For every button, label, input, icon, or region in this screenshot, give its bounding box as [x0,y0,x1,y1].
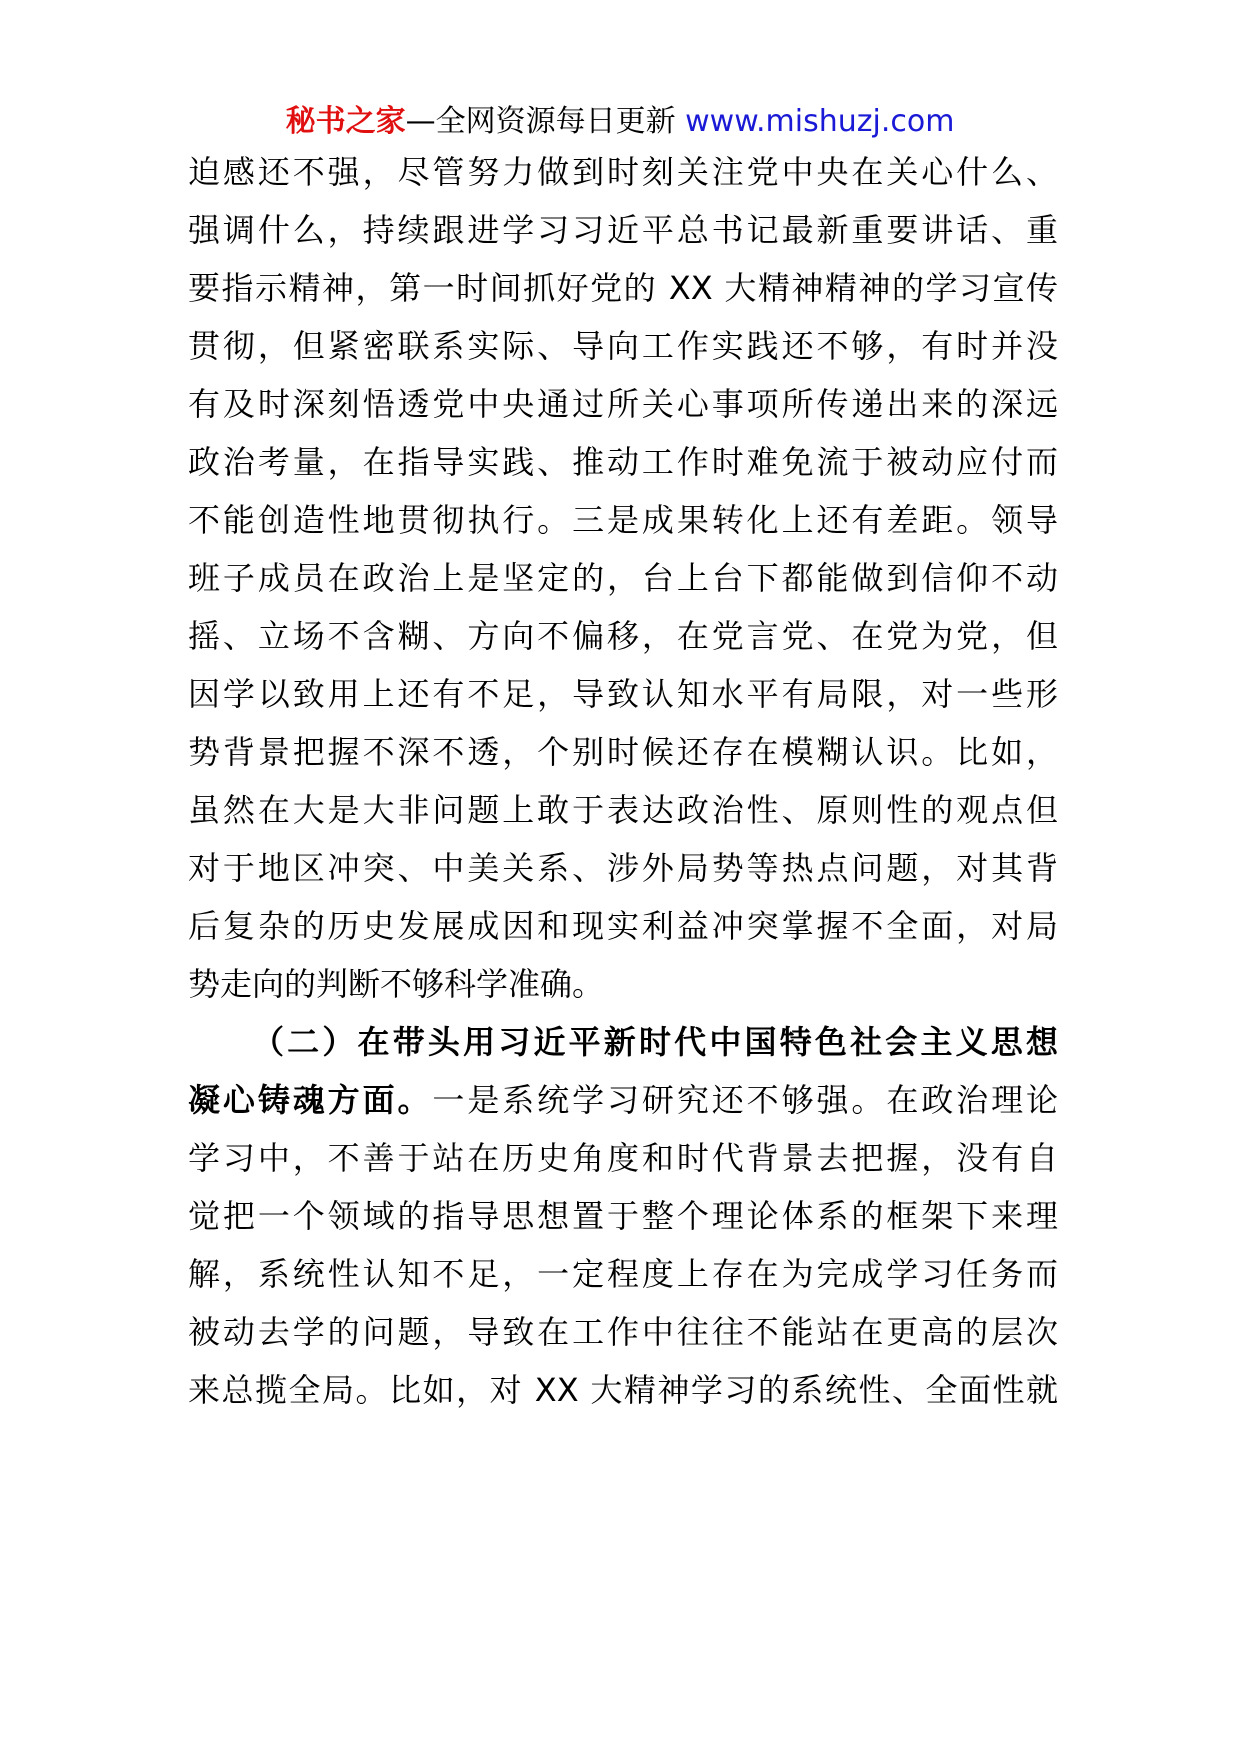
section-heading-continued [188,1078,1058,1122]
body-line: 要指示精神，第一时间抓好党的 XX 大精神精神的学习宣传 [188,269,1058,307]
site-tagline: —全网资源每日更新 [405,104,686,139]
body-line: 后复杂的历史发展成因和现实利益冲突掌握不全面，对局 [188,907,1058,945]
site-brand: 秘书之家 [285,104,406,139]
body-line: 虽然在大是大非问题上敢于表达政治性、原则性的观点但 [188,791,1058,829]
body-line: 解，系统性认知不足，一定程度上存在为完成学习任务而 [188,1255,1058,1293]
body-line: 因学以致用上还有不足，导致认知水平有局限，对一些形 [188,675,1058,713]
body-line: 强调什么，持续跟进学习习近平总书记最新重要讲话、重 [188,211,1058,249]
body-line: 班子成员在政治上是坚定的，台上台下都能做到信仰不动 [188,559,1058,597]
body-line: 不能创造性地贯彻执行。三是成果转化上还有差距。领导 [188,501,1058,539]
site-header [0,100,1240,144]
site-url: www.mishuzj.com [685,104,955,139]
body-line: 势走向的判断不够科学准确。 [188,965,605,1003]
body-line: 迫感还不强，尽管努力做到时刻关注党中央在关心什么、 [188,153,1058,191]
body-line: 学习中，不善于站在历史角度和时代背景去把握，没有自 [188,1139,1058,1177]
body-line: 势背景把握不深不透，个别时候还存在模糊认识。比如， [188,733,1058,771]
body-line: 来总揽全局。比如，对 XX 大精神学习的系统性、全面性就 [188,1371,1058,1409]
body-line: 摇、立场不含糊、方向不偏移，在党言党、在党为党，但 [188,617,1058,655]
section-heading: （二）在带头用习近平新时代中国特色社会主义思想 [252,1023,1058,1061]
body-line: 政治考量，在指导实践、推动工作时难免流于被动应付而 [188,443,1058,481]
body-line: 觉把一个领域的指导思想置于整个理论体系的框架下来理 [188,1197,1058,1235]
body-line: 有及时深刻悟透党中央通过所关心事项所传递出来的深远 [188,385,1058,423]
body-line: 被动去学的问题，导致在工作中往往不能站在更高的层次 [188,1313,1058,1351]
section-heading-tail: 凝心铸魂方面。 [188,1081,433,1119]
body-line: 对于地区冲突、中美关系、涉外局势等热点问题，对其背 [188,849,1058,887]
body-line: 贯彻，但紧密联系实际、导向工作实践还不够，有时并没 [188,327,1058,365]
section-body-start: 一是系统学习研究还不够强。在政治理论 [432,1081,1058,1119]
